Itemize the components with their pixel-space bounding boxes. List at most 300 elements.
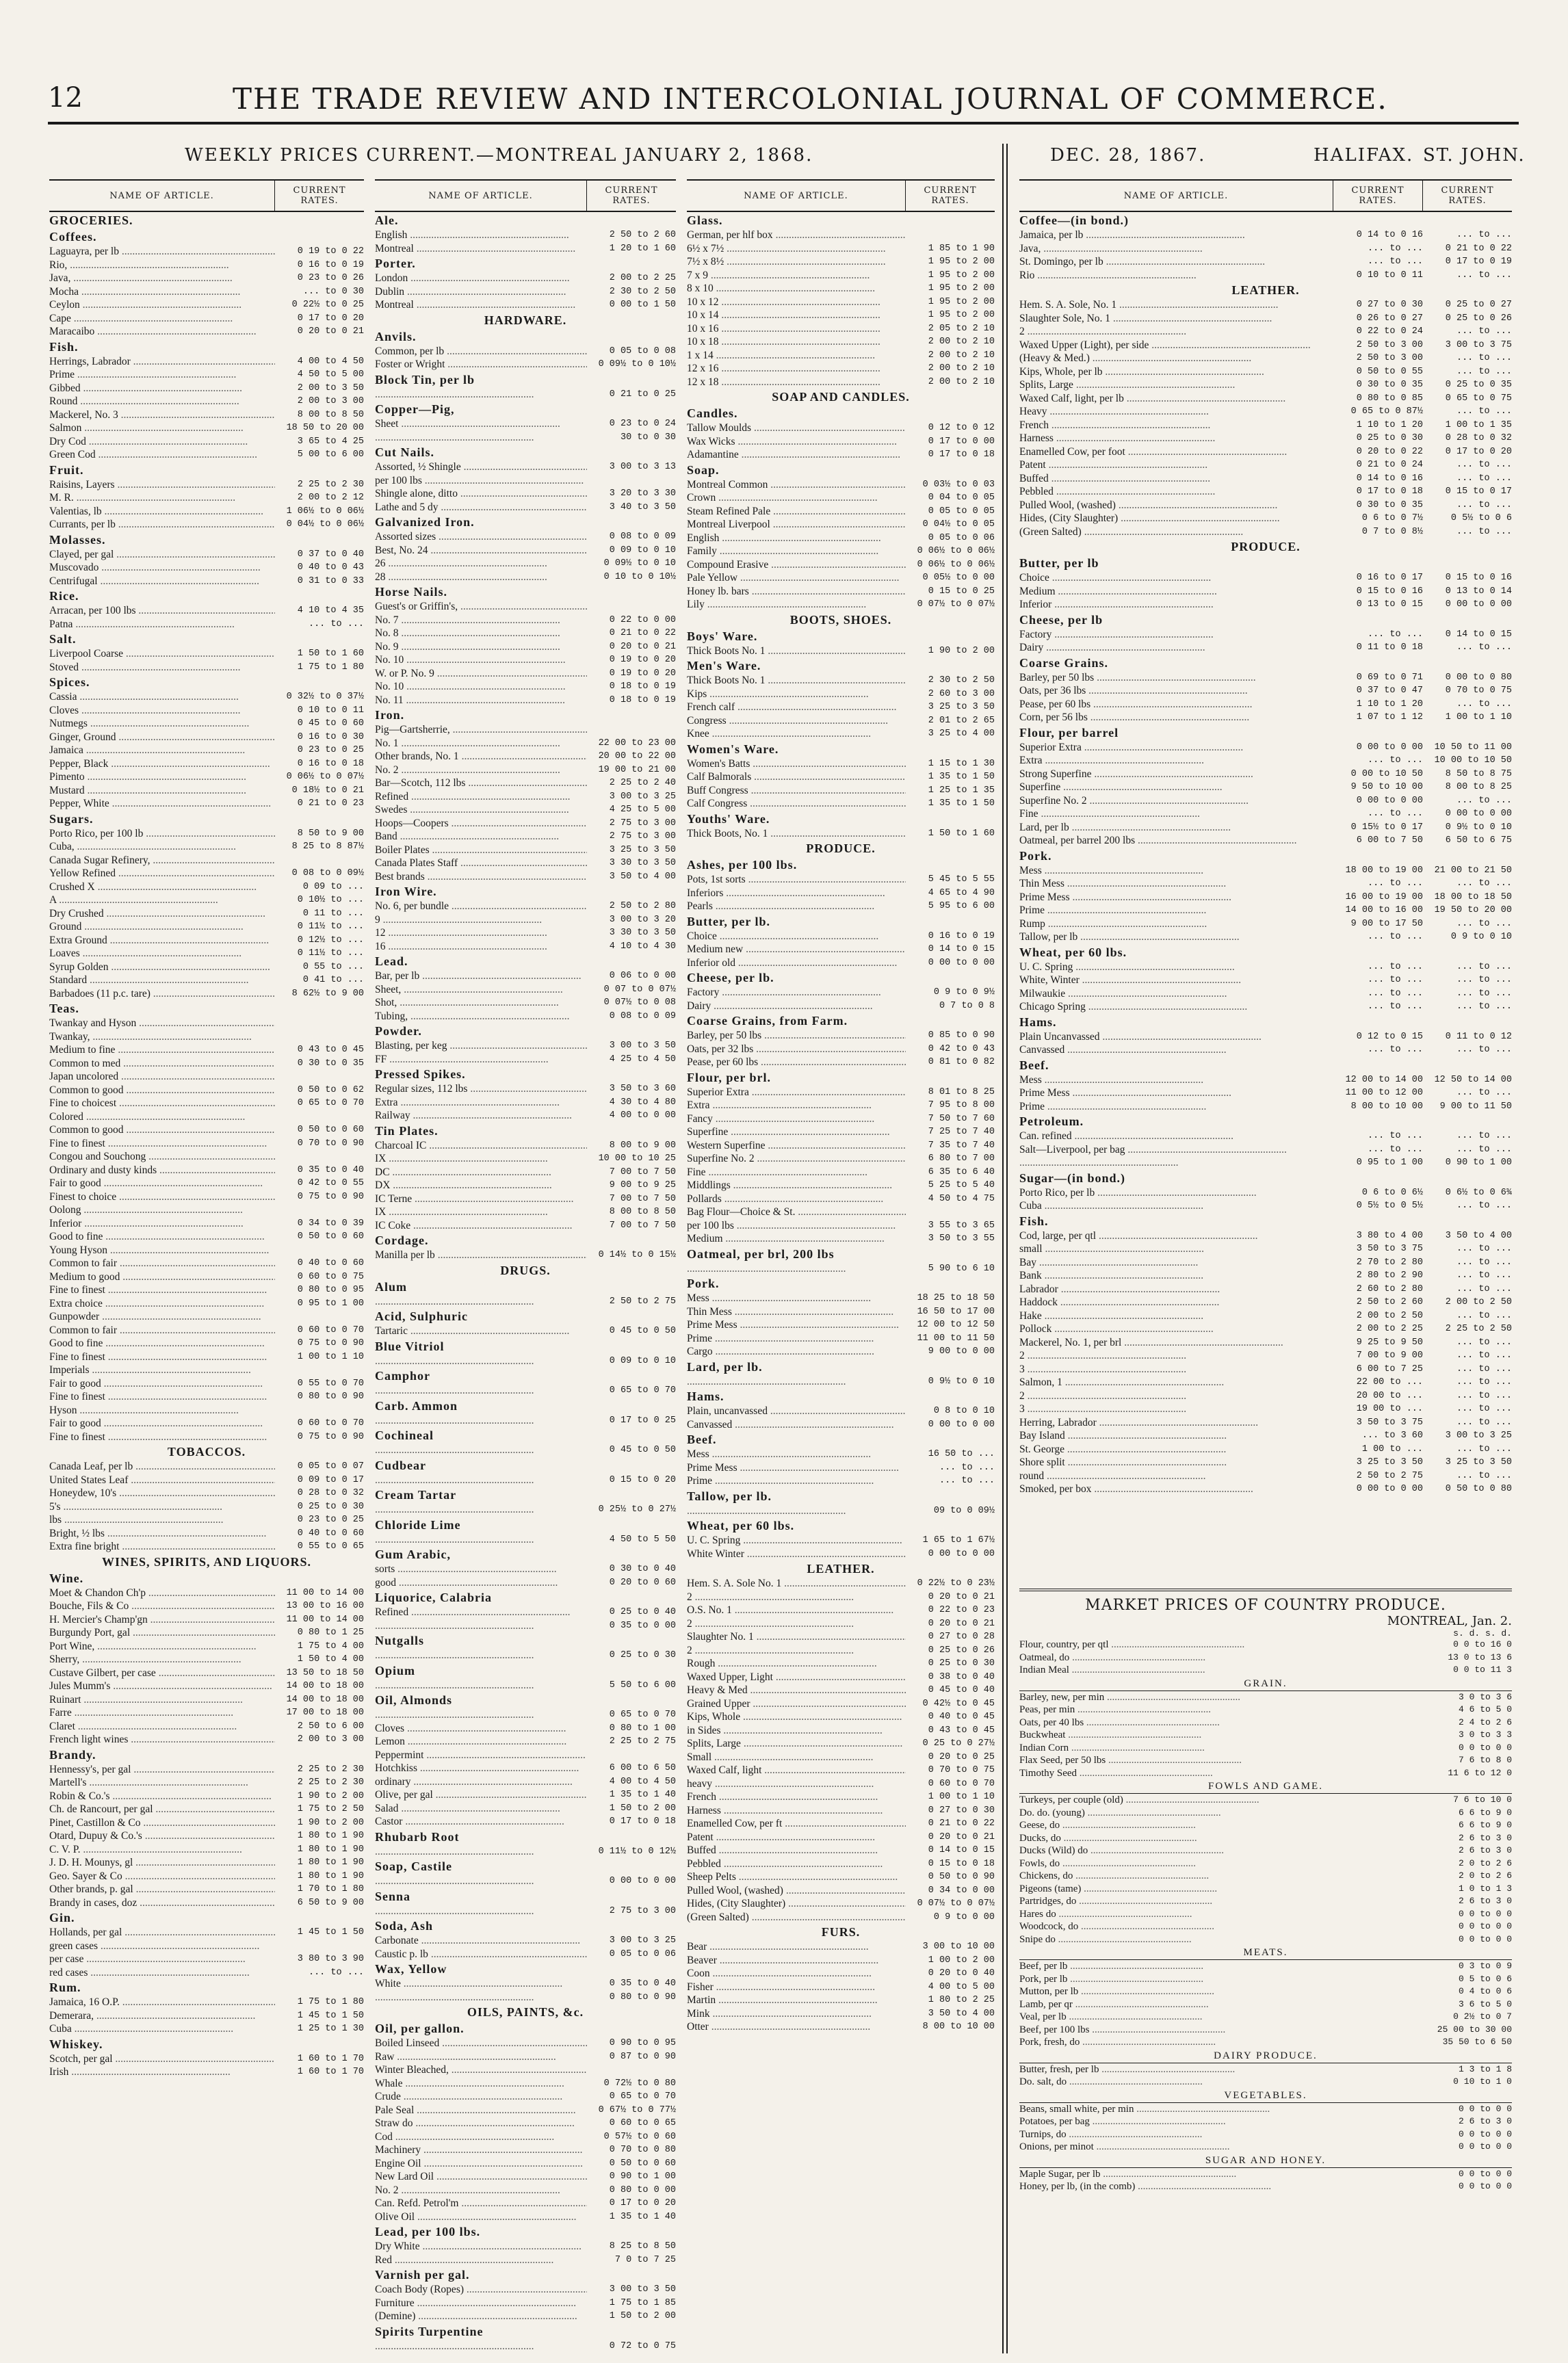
market-rows	[1019, 1639, 1512, 2193]
article-name: Fine .....	[1019, 807, 1334, 821]
price-row	[1019, 987, 1512, 1001]
market-row	[1019, 1742, 1512, 1755]
current-rate: 0 32½ to 0 37½	[286, 692, 364, 702]
price-row	[1019, 1269, 1512, 1283]
article-name: Common to good .....	[49, 1123, 275, 1137]
price-row	[1019, 339, 1512, 352]
current-rate: 22 00 to 23 00	[598, 737, 676, 748]
header-rates: CURRENT RATES.	[293, 185, 346, 206]
current-rate: 3 40 to 3 50	[609, 501, 676, 512]
current-rate: 0 07½ to 0 08	[603, 997, 676, 1008]
price-row	[375, 900, 676, 913]
stjohn-rate: 0 11 to 0 12	[1445, 1031, 1512, 1042]
current-rate: 0 80 to 0 00	[609, 2184, 676, 2195]
current-rate: 0 22 to 0 23	[928, 1605, 995, 1615]
article-name: Red .....	[375, 2254, 587, 2267]
current-rate: 0 80 to 0 90	[609, 1992, 676, 2002]
article-name: 3 .....	[1019, 1402, 1334, 1416]
article-name: Ordinary and dusty kinds .....	[49, 1164, 275, 1177]
current-rate: 16 50 to ...	[928, 1449, 995, 1459]
current-rate: 0 21 to 0 25	[609, 389, 676, 400]
article-name: Thin Mess .....	[687, 1305, 906, 1319]
price-row	[687, 242, 995, 256]
article-name: Patent .....	[687, 1831, 906, 1844]
current-rate: 1 80 to 1 90	[297, 1870, 364, 1881]
halifax-rate: 0 17 to 0 18	[1356, 486, 1423, 497]
price-row	[49, 1870, 364, 1883]
current-rate: 0 35 to 0 40	[609, 1979, 676, 1989]
current-rate: 1 35 to 1 40	[609, 2211, 676, 2222]
price-row	[375, 1179, 676, 1192]
section-heading: Lard, per lb.	[687, 1359, 763, 1374]
article-name: Superfine No. 2 .....	[1019, 794, 1334, 808]
article-name: Extra .....	[1019, 754, 1334, 768]
price-row	[1019, 1283, 1512, 1296]
article-name: Chicago Spring .....	[1019, 1000, 1334, 1014]
price-row	[49, 690, 364, 704]
stjohn-rate: ... to ...	[1456, 1131, 1512, 1141]
price-row	[49, 2065, 364, 2079]
price-row	[49, 1803, 364, 1816]
market-section-heading: MEATS.	[1019, 1946, 1512, 1960]
price-row	[49, 1926, 364, 1940]
price-row	[49, 1150, 364, 1164]
current-rate	[275, 1150, 364, 1164]
section-heading: Cordage.	[375, 1233, 429, 1247]
halifax-rate: 3 50 to 3 75	[1356, 1244, 1423, 1254]
article-name: Regular sizes, 112 lbs .....	[375, 1082, 587, 1096]
article-name: Hyson .....	[49, 1404, 275, 1418]
current-rate: 09 to 0 09½	[933, 1505, 995, 1516]
stjohn-rate: ... to ...	[1456, 1045, 1512, 1055]
price-row	[49, 1487, 364, 1500]
market-row	[1019, 2036, 1512, 2049]
current-rate: 0 9 to 0 9½	[933, 987, 995, 997]
article-name: Fair to good .....	[49, 1377, 275, 1391]
article-name: Rump .....	[1019, 917, 1334, 931]
current-rate: 2 05 to 2 10	[928, 323, 995, 334]
article-name: Splits, Large .....	[1019, 378, 1334, 392]
market-item-price: 0 0 to 11 3	[1453, 1664, 1512, 1675]
market-item-price: 6 6 to 9 0	[1458, 1820, 1512, 1830]
article-name: No. 10 .....	[375, 680, 587, 694]
price-row	[49, 435, 364, 449]
article-name: Ginger, Ground .....	[49, 731, 275, 744]
article-name: Tallow, per lb .....	[1019, 930, 1334, 944]
price-row	[1019, 1296, 1512, 1309]
article-name: Superior Extra .....	[1019, 741, 1334, 755]
market-item-name: Do. salt, do .....	[1019, 2076, 1409, 2089]
article-name: Salmon, 1 .....	[1019, 1376, 1334, 1389]
price-row	[375, 1563, 676, 1576]
current-rate: 0 10 to 0 11	[297, 705, 364, 716]
article-name: Pease, per 60 lbs .....	[687, 1056, 906, 1069]
price-row	[1019, 392, 1512, 406]
price-row	[687, 1751, 995, 1764]
current-rate: 7 50 to 7 60	[928, 1113, 995, 1124]
article-name: No. 2 .....	[375, 2184, 587, 2197]
article-name: Liverpool Coarse .....	[49, 647, 275, 661]
halifax-rate: 0 95 to 1 00	[1356, 1158, 1423, 1168]
article-name: Best, No. 24 .....	[375, 544, 587, 558]
current-rate: 1 95 to 2 00	[928, 270, 995, 280]
stjohn-rate: 0 25 to 0 26	[1445, 313, 1512, 324]
section-heading: Pressed Spikes.	[375, 1067, 466, 1081]
article-name: Lard, per lb .....	[1019, 821, 1334, 835]
price-row	[375, 2210, 676, 2224]
price-row	[687, 1305, 995, 1319]
current-rate: 0 00 to 0 00	[928, 957, 995, 968]
price-row	[49, 395, 364, 408]
halifax-rate: 0 5½ to 0 5½	[1356, 1201, 1423, 1211]
halifax-rate: ... to ...	[1367, 878, 1423, 889]
article-name: Medium new .....	[687, 943, 906, 956]
section-heading: Cream Tartar	[375, 1488, 457, 1502]
article-name: DC .....	[375, 1166, 587, 1179]
article-name: Mackerel, No. 3 .....	[49, 408, 275, 422]
price-row	[375, 750, 676, 763]
current-rate: 0 34 to 0 39	[297, 1218, 364, 1229]
price-row	[49, 548, 364, 562]
market-item-name: Ducks, do .....	[1019, 1832, 1409, 1845]
stjohn-rate: ... to ...	[1456, 1257, 1512, 1268]
article-name	[1019, 1156, 1334, 1170]
section-heading: GROCERIES.	[49, 213, 133, 227]
article-name: Farre .....	[49, 1706, 275, 1720]
price-row	[49, 757, 364, 771]
market-item-price: 0 0 to 0 0	[1458, 1933, 1512, 1944]
current-rate: 0 11 to ...	[302, 908, 364, 919]
article-name: A .....	[49, 893, 275, 907]
article-name: Extra Ground .....	[49, 934, 275, 948]
current-rate: 0 10½ to ...	[297, 895, 364, 905]
section-heading: Flour, per brl.	[687, 1070, 772, 1084]
price-row	[375, 737, 676, 750]
price-row	[49, 1084, 364, 1097]
current-rate: 3 25 to 3 50	[609, 844, 676, 855]
article-name: Hake .....	[1019, 1309, 1334, 1323]
stjohn-rate: 10 50 to 11 00	[1434, 742, 1512, 753]
current-rate: 0 05½ to 0 00	[922, 573, 995, 583]
halifax-label: HALIFAX.	[1314, 145, 1414, 166]
section-heading: OILS, PAINTS, &c.	[467, 2005, 584, 2019]
stjohn-rate: ... to ...	[1456, 642, 1512, 653]
price-row	[49, 1270, 364, 1284]
current-rate: 0 23 to 0 26	[297, 273, 364, 283]
current-rate: 5 25 to 5 40	[928, 1180, 995, 1190]
current-rate: 8 50 to 9 00	[297, 828, 364, 839]
current-rate: 0 05 to 0 08	[609, 345, 676, 356]
price-row	[687, 1981, 995, 1994]
price-row	[687, 873, 995, 887]
article-name: Calf Congress .....	[687, 797, 906, 811]
section-heading: Rhubarb Root	[375, 1829, 460, 1844]
price-row	[687, 1591, 995, 1604]
market-item-price: 0 0 to 0 0	[1458, 2141, 1512, 2152]
article-name: No. 10 .....	[375, 653, 587, 667]
price-row	[375, 1722, 676, 1736]
price-row	[687, 376, 995, 389]
price-row	[687, 1657, 995, 1671]
price-rows	[375, 212, 676, 2353]
price-row	[375, 1192, 676, 1206]
price-row	[687, 1548, 995, 1561]
price-column-halifax-stjohn	[1019, 179, 1512, 1496]
section-heading: TOBACCOS.	[167, 1445, 246, 1459]
article-name: Fine to choicest .....	[49, 1097, 275, 1110]
price-row	[375, 2117, 676, 2130]
price-row	[375, 790, 676, 804]
article-name: Thick Boots No. 1 .....	[687, 674, 906, 688]
halifax-rate: ... to ...	[1367, 932, 1423, 942]
market-item-name: Hares do .....	[1019, 1908, 1409, 1921]
price-row	[687, 1056, 995, 1069]
article-name: W. or P. No. 9 .....	[375, 667, 587, 681]
current-rate: 1 35 to 1 50	[928, 772, 995, 782]
section-heading: Senna	[375, 1889, 411, 1903]
stjohn-rate: 0 90 to 1 00	[1445, 1158, 1512, 1168]
article-name	[375, 1845, 587, 1859]
market-item-price: 1 0 to 1 3	[1458, 1883, 1512, 1894]
section-heading: FURS.	[821, 1925, 861, 1939]
price-row	[49, 272, 364, 285]
article-name: sorts .....	[375, 1563, 587, 1576]
current-rate: 0 42½ to 0 45	[922, 1698, 995, 1709]
price-row	[1019, 1376, 1512, 1389]
halifax-rate: 0 00 to 0 00	[1356, 742, 1423, 753]
price-row	[1019, 432, 1512, 445]
price-row	[49, 1653, 364, 1667]
current-rate: 2 25 to 2 30	[297, 479, 364, 490]
article-name: FF .....	[375, 1053, 587, 1067]
price-row	[49, 1513, 364, 1527]
market-item-price: 0 10 to 1 0	[1453, 2076, 1512, 2087]
market-item-price: 11 6 to 12 0	[1448, 1767, 1512, 1778]
current-rate: 0 11½ to ...	[297, 948, 364, 958]
current-rate: 3 50 to 4 00	[928, 2008, 995, 2019]
current-rate: 8 25 to 8 50	[609, 2241, 676, 2251]
market-section-heading: FOWLS AND GAME.	[1019, 1779, 1512, 1794]
price-row	[1019, 229, 1512, 242]
price-row	[687, 1617, 995, 1631]
article-name: Slaughter No. 1 .....	[687, 1630, 906, 1644]
price-row	[375, 1788, 676, 1802]
article-name: per case .....	[49, 1953, 275, 1966]
stjohn-rate: 1 00 to 1 10	[1445, 712, 1512, 722]
article-name: English .....	[687, 532, 906, 545]
current-rate: ... to ...	[308, 618, 364, 629]
article-name: Cuba .....	[1019, 1199, 1334, 1213]
article-name: Superfine .....	[687, 1125, 906, 1139]
price-row	[49, 1540, 364, 1554]
halifax-rate: 18 00 to 19 00	[1345, 865, 1423, 876]
current-rate: 0 20 to 0 21	[297, 326, 364, 337]
current-rate: 7 00 to 7 50	[609, 1166, 676, 1177]
current-rate: 8 01 to 8 25	[928, 1086, 995, 1097]
current-rate: 0 75 to 0 90	[297, 1338, 364, 1348]
section-heading: Pork.	[1019, 848, 1052, 863]
article-name: Extra .....	[687, 1099, 906, 1112]
current-rate: 3 00 to 10 00	[922, 1942, 995, 1952]
price-row	[49, 1417, 364, 1431]
price-row	[1019, 1349, 1512, 1363]
article-name: Ruinart .....	[49, 1693, 275, 1707]
price-row	[375, 2090, 676, 2104]
current-rate: 0 17 to 0 18	[609, 1816, 676, 1827]
article-name: Band .....	[375, 830, 587, 844]
current-rate: 6 00 to 6 50	[609, 1763, 676, 1773]
stjohn-rate: 1 00 to 1 35	[1445, 419, 1512, 430]
market-item-price: 0 3 to 0 9	[1458, 1961, 1512, 1971]
article-name: Barley, per 50 lbs .....	[687, 1029, 906, 1043]
halifax-rate: ... to ...	[1367, 1131, 1423, 1141]
current-rate: 0 06 to 0 00	[609, 971, 676, 981]
price-row	[375, 1139, 676, 1153]
price-row	[375, 2297, 676, 2310]
stjohn-rate: 3 50 to 4 00	[1445, 1230, 1512, 1241]
halifax-rate: 0 00 to 10 50	[1350, 768, 1423, 779]
section-heading: Cheese, per lb.	[687, 971, 774, 984]
price-row	[49, 1763, 364, 1777]
price-row	[687, 1405, 995, 1418]
article-name: Mustard .....	[49, 784, 275, 798]
article-name: Hotchkiss .....	[375, 1762, 587, 1775]
price-row	[687, 1474, 995, 1488]
section-heading: Glass.	[687, 213, 723, 227]
article-name: Bay .....	[1019, 1256, 1334, 1270]
article-name: (Demine) .....	[375, 2310, 587, 2323]
market-item-name: Lamb, per qr .....	[1019, 1998, 1409, 2011]
article-name: Assorted sizes .....	[375, 530, 587, 544]
current-rate: 0 28 to 0 32	[297, 1488, 364, 1498]
price-row	[687, 1534, 995, 1548]
current-rate: 8 00 to 8 50	[609, 1207, 676, 1217]
price-row	[375, 1749, 676, 1762]
stjohn-rate: ... to ...	[1456, 1470, 1512, 1481]
article-name	[375, 388, 587, 402]
article-name	[375, 1708, 587, 1722]
current-rate: 0 55 to ...	[302, 961, 364, 972]
section-heading: Fish.	[49, 339, 79, 354]
market-row	[1019, 1960, 1512, 1973]
price-row	[49, 1190, 364, 1204]
current-rate: 0 35 to 0 40	[297, 1164, 364, 1175]
article-name: Stoved .....	[49, 661, 275, 675]
article-name: O.S. No. 1 .....	[687, 1604, 906, 1617]
article-name: IC Coke .....	[375, 1219, 587, 1233]
market-item-price: 6 6 to 9 0	[1458, 1807, 1512, 1818]
price-row	[375, 680, 676, 694]
article-name: Java, .....	[1019, 242, 1334, 256]
section-heading: Tallow, per lb.	[687, 1489, 772, 1503]
current-rate: 1 50 to 1 60	[297, 649, 364, 659]
article-name: Hem. S. A. Sole No. 1 .....	[687, 1577, 906, 1591]
article-name: Pig—Gartsherrie, .....	[375, 723, 587, 737]
current-rate: 1 25 to 1 35	[928, 785, 995, 796]
price-row	[687, 757, 995, 771]
current-rate: 4 30 to 4 80	[609, 1097, 676, 1108]
article-name: French calf .....	[687, 701, 906, 714]
price-row	[375, 2077, 676, 2091]
stjohn-rate: 0 15 to 0 16	[1445, 573, 1512, 583]
article-name: (Heavy & Med.) .....	[1019, 352, 1334, 365]
halifax-rate: 3 50 to 3 75	[1356, 1417, 1423, 1428]
article-name: Milwaukie .....	[1019, 987, 1334, 1001]
market-item-price: 25 00 to 30 00	[1437, 2024, 1512, 2035]
current-rate: 0 05 to 0 06	[928, 532, 995, 543]
price-row	[1019, 365, 1512, 379]
current-rate: 0 15 to 0 18	[928, 1858, 995, 1869]
article-name: Other brands, No. 1 .....	[375, 750, 587, 763]
article-name: Waxed Upper (Light), per side .....	[1019, 339, 1334, 352]
price-row	[49, 1324, 364, 1337]
current-rate: 2 00 to 2 10	[928, 376, 995, 387]
halifax-rate: ... to ...	[1367, 1045, 1423, 1055]
stjohn-rate: 0 17 to 0 20	[1445, 446, 1512, 457]
article-name: Robin & Co.'s .....	[49, 1790, 275, 1803]
article-name: Fine to finest .....	[49, 1431, 275, 1444]
current-rate: 2 30 to 2 50	[928, 675, 995, 686]
article-name: Lathe and 5 dy .....	[375, 501, 587, 514]
current-rate: 0 25 to 0 27½	[922, 1738, 995, 1749]
price-row	[375, 285, 676, 299]
price-row	[1019, 821, 1512, 835]
price-row	[687, 282, 995, 296]
stjohn-rate: ... to ...	[1456, 1002, 1512, 1012]
halifax-rate: 0 16 to 0 17	[1356, 573, 1423, 583]
article-name: IC Terne .....	[375, 1192, 587, 1206]
article-name: Prime Mess .....	[1019, 891, 1334, 904]
current-rate: 1 95 to 2 00	[928, 310, 995, 320]
current-rate: 0 41 to ...	[302, 975, 364, 985]
article-name: Kips .....	[687, 688, 906, 701]
price-row	[375, 501, 676, 514]
current-rate: 13 00 to 16 00	[286, 1601, 364, 1611]
current-rate: 4 50 to 5 00	[297, 369, 364, 380]
price-row	[49, 312, 364, 326]
article-name: H. Mercier's Champ'gn .....	[49, 1613, 275, 1627]
market-item-price: 2 6 to 3 0	[1458, 1845, 1512, 1855]
current-rate: 0 22½ to 0 25	[291, 300, 364, 310]
current-rate: ... to 0 30	[302, 286, 364, 297]
price-row	[687, 491, 995, 505]
price-row	[1019, 571, 1512, 585]
article-name: Fine to finest .....	[49, 1137, 275, 1151]
price-row	[687, 421, 995, 435]
section-heading: Acid, Sulphuric	[375, 1309, 469, 1323]
article-name: Common to fair .....	[49, 1324, 275, 1337]
market-item-price: 3 0 to 3 6	[1458, 1691, 1512, 1702]
price-row	[375, 723, 676, 737]
price-row	[1019, 1229, 1512, 1243]
price-row	[375, 870, 676, 884]
article-name: Assorted, ½ Shingle .....	[375, 460, 587, 474]
article-name: Mess .....	[687, 1292, 906, 1305]
price-row	[49, 1940, 364, 1953]
current-rate: 1 80 to 1 90	[297, 1831, 364, 1841]
halifax-rate: 1 10 to 1 20	[1356, 419, 1423, 430]
article-name: Foster or Wright .....	[375, 358, 587, 371]
halifax-rate: ... to ...	[1367, 1002, 1423, 1012]
current-rate: 1 80 to 1 90	[297, 1857, 364, 1868]
price-row	[49, 245, 364, 259]
current-rate: 8 25 to 8 87½	[291, 841, 364, 852]
article-name: Lily .....	[687, 598, 906, 612]
current-rate: 4 00 to 0 00	[609, 1110, 676, 1121]
current-rate: 0 14 to 0 15	[928, 944, 995, 954]
price-row	[687, 770, 995, 784]
section-heading: Brandy.	[49, 1747, 96, 1762]
